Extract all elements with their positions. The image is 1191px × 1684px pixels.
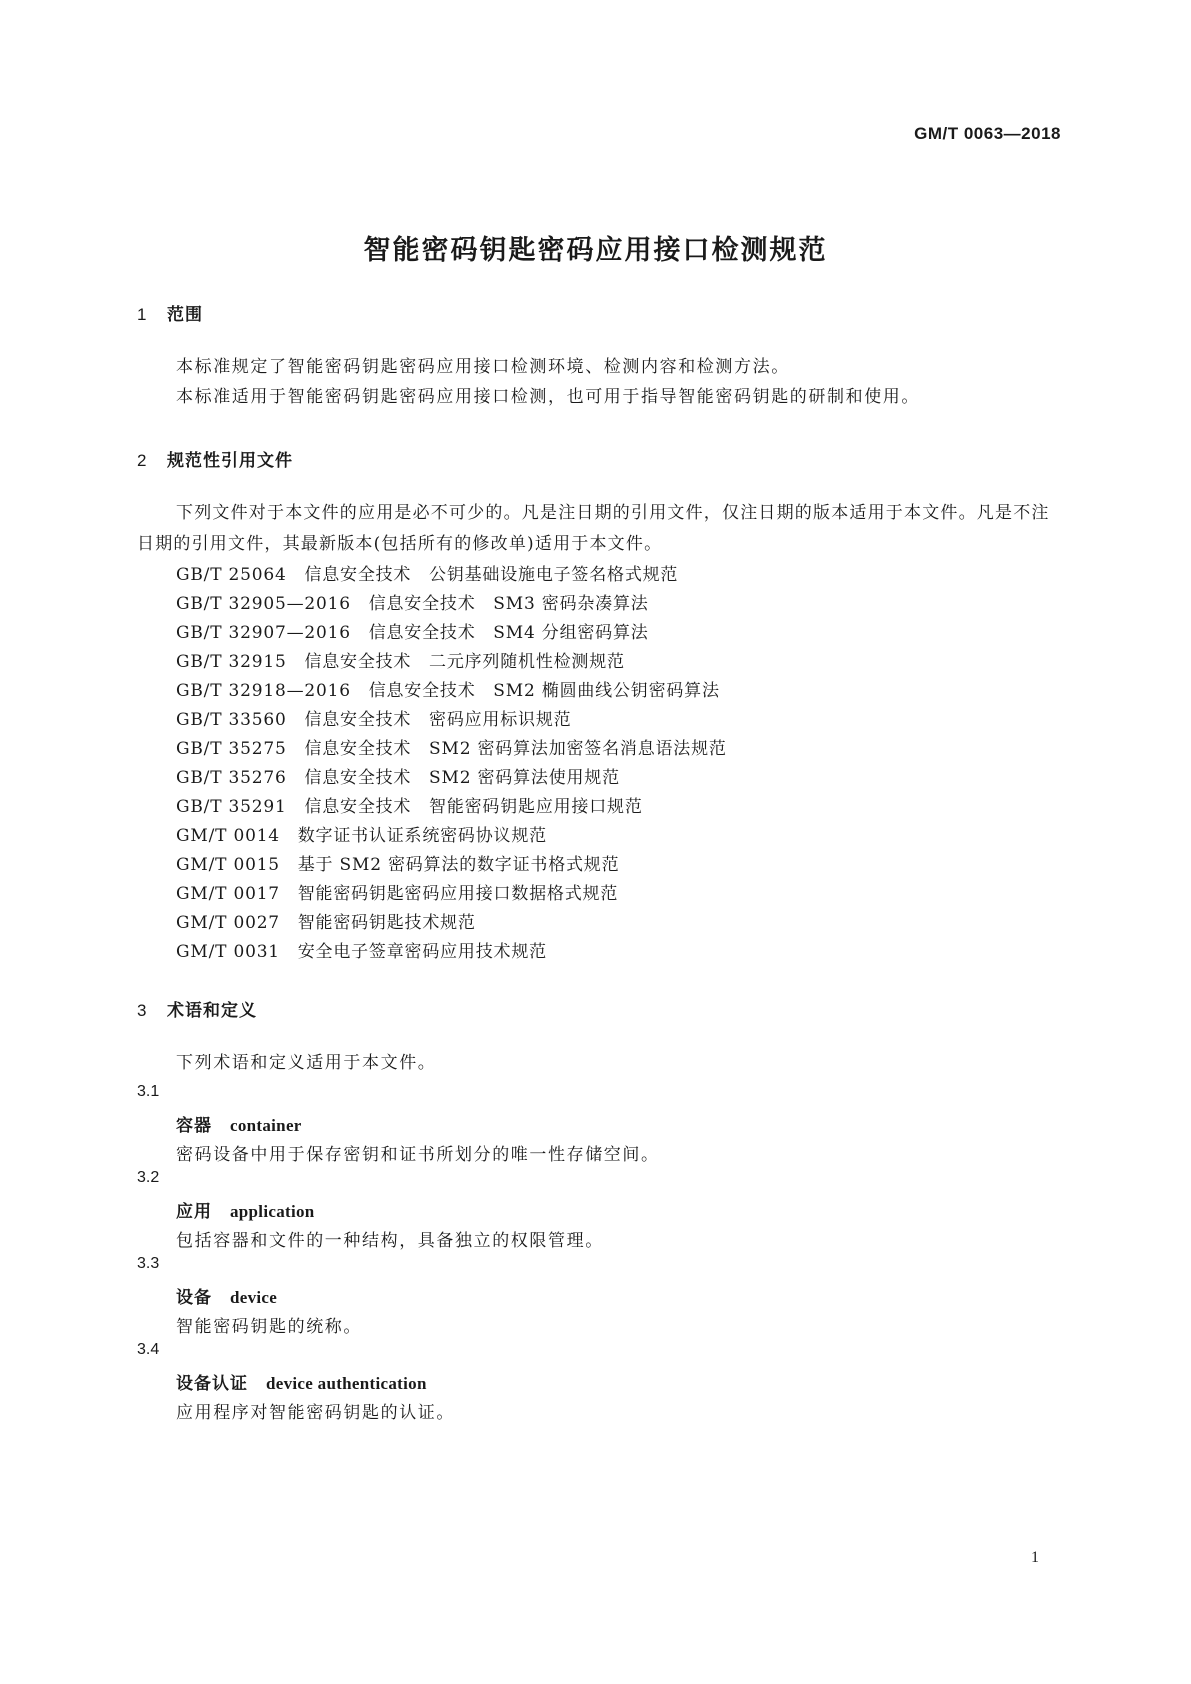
reference-title: 信息安全技术 SM2 椭圆曲线公钥密码算法	[368, 681, 720, 701]
section-number: 3	[137, 1001, 148, 1020]
reference-code: GM/T 0017	[176, 884, 280, 904]
reference-gap	[287, 739, 305, 759]
reference-code: GB/T 35276	[176, 768, 287, 788]
reference-code: GB/T 32907—2016	[176, 623, 351, 643]
reference-item	[176, 763, 620, 788]
reference-title: 信息安全技术 智能密码钥匙应用接口规范	[304, 797, 643, 817]
reference-code: GM/T 0014	[176, 826, 280, 846]
term-definition: 密码设备中用于保存密钥和证书所划分的唯一性存储空间。	[176, 1145, 660, 1165]
references-intro: 下列文件对于本文件的应用是必不可少的。凡是注日期的引用文件，仅注日期的版本适用于本文件。凡是不注日期的引用文件，其最新版本(包括所有的修改单)适用于本文件。	[137, 503, 1050, 554]
reference-gap	[280, 884, 298, 904]
term-number: 3.4	[137, 1341, 160, 1358]
term-number: 3.2	[137, 1169, 160, 1186]
scope-paragraph-2: 本标准适用于智能密码钥匙密码应用接口检测，也可用于指导智能密码钥匙的研制和使用。	[176, 387, 920, 407]
reference-item	[176, 908, 476, 933]
reference-item	[176, 850, 619, 875]
reference-item	[176, 618, 649, 643]
reference-gap	[351, 623, 369, 643]
reference-item	[176, 734, 727, 759]
section-number: 2	[137, 451, 148, 470]
reference-title: 信息安全技术 SM2 密码算法使用规范	[304, 768, 620, 788]
reference-gap	[280, 855, 298, 875]
reference-item	[176, 647, 625, 672]
section-1-heading	[137, 300, 203, 325]
reference-item	[176, 937, 547, 962]
term-name	[176, 1369, 427, 1394]
reference-gap	[351, 681, 369, 701]
term-definition: 包括容器和文件的一种结构，具备独立的权限管理。	[176, 1231, 604, 1251]
term-name	[176, 1111, 302, 1136]
term-name-en: device authentication	[266, 1374, 427, 1393]
term-name-en: container	[230, 1116, 302, 1135]
reference-code: GB/T 32905—2016	[176, 594, 351, 614]
term-name-en: application	[230, 1202, 315, 1221]
reference-code: GB/T 25064	[176, 565, 287, 585]
reference-title: 智能密码钥匙密码应用接口数据格式规范	[297, 884, 619, 904]
term-name-zh: 设备	[176, 1288, 212, 1308]
reference-gap	[287, 565, 305, 585]
reference-item	[176, 879, 618, 904]
reference-title: 信息安全技术 SM2 密码算法加密签名消息语法规范	[304, 739, 727, 759]
page-number: 1	[1031, 1549, 1039, 1566]
reference-code: GB/T 35291	[176, 797, 287, 817]
reference-title: 基于 SM2 密码算法的数字证书格式规范	[297, 855, 620, 875]
section-title: 术语和定义	[167, 1001, 257, 1021]
term-name	[176, 1283, 277, 1308]
reference-title: 智能密码钥匙技术规范	[297, 913, 476, 933]
reference-gap	[287, 710, 305, 730]
reference-gap	[287, 768, 305, 788]
reference-code: GM/T 0015	[176, 855, 280, 875]
reference-item	[176, 560, 678, 585]
section-2-heading	[137, 446, 293, 471]
reference-item	[176, 821, 547, 846]
reference-title: 信息安全技术 密码应用标识规范	[304, 710, 572, 730]
term-definition: 应用程序对智能密码钥匙的认证。	[176, 1403, 455, 1423]
section-3-heading	[137, 996, 257, 1021]
scope-paragraph-1: 本标准规定了智能密码钥匙密码应用接口检测环境、检测内容和检测方法。	[176, 357, 790, 377]
term-name	[176, 1197, 315, 1222]
reference-code: GB/T 33560	[176, 710, 287, 730]
reference-title: 信息安全技术 SM4 分组密码算法	[368, 623, 649, 643]
reference-code: GM/T 0027	[176, 913, 280, 933]
standard-number: GM/T 0063—2018	[914, 124, 1061, 143]
section-title: 规范性引用文件	[167, 451, 293, 471]
reference-gap	[287, 797, 305, 817]
reference-title: 信息安全技术 SM3 密码杂凑算法	[368, 594, 649, 614]
reference-gap	[280, 942, 298, 962]
reference-title: 信息安全技术 二元序列随机性检测规范	[304, 652, 625, 672]
reference-code: GM/T 0031	[176, 942, 280, 962]
reference-code: GB/T 32915	[176, 652, 287, 672]
term-name-zh: 容器	[176, 1116, 212, 1136]
term-number: 3.3	[137, 1255, 160, 1272]
section-number: 1	[137, 305, 148, 324]
reference-item	[176, 589, 649, 614]
reference-gap	[280, 913, 298, 933]
reference-gap	[351, 594, 369, 614]
reference-item	[176, 792, 643, 817]
term-definition: 智能密码钥匙的统称。	[176, 1317, 362, 1337]
terms-intro: 下列术语和定义适用于本文件。	[176, 1053, 437, 1073]
reference-code: GB/T 35275	[176, 739, 287, 759]
reference-item	[176, 705, 571, 730]
reference-title: 安全电子签章密码应用技术规范	[297, 942, 547, 962]
term-name-zh: 设备认证	[176, 1374, 248, 1394]
term-name-en: device	[230, 1288, 278, 1307]
section-title: 范围	[167, 305, 203, 325]
reference-code: GB/T 32918—2016	[176, 681, 351, 701]
document-title: 智能密码钥匙密码应用接口检测规范	[363, 235, 828, 266]
reference-title: 数字证书认证系统密码协议规范	[297, 826, 547, 846]
reference-title: 信息安全技术 公钥基础设施电子签名格式规范	[304, 565, 679, 585]
reference-gap	[287, 652, 305, 672]
term-name-zh: 应用	[176, 1202, 212, 1222]
term-number: 3.1	[137, 1083, 160, 1100]
reference-gap	[280, 826, 298, 846]
reference-item	[176, 676, 720, 701]
